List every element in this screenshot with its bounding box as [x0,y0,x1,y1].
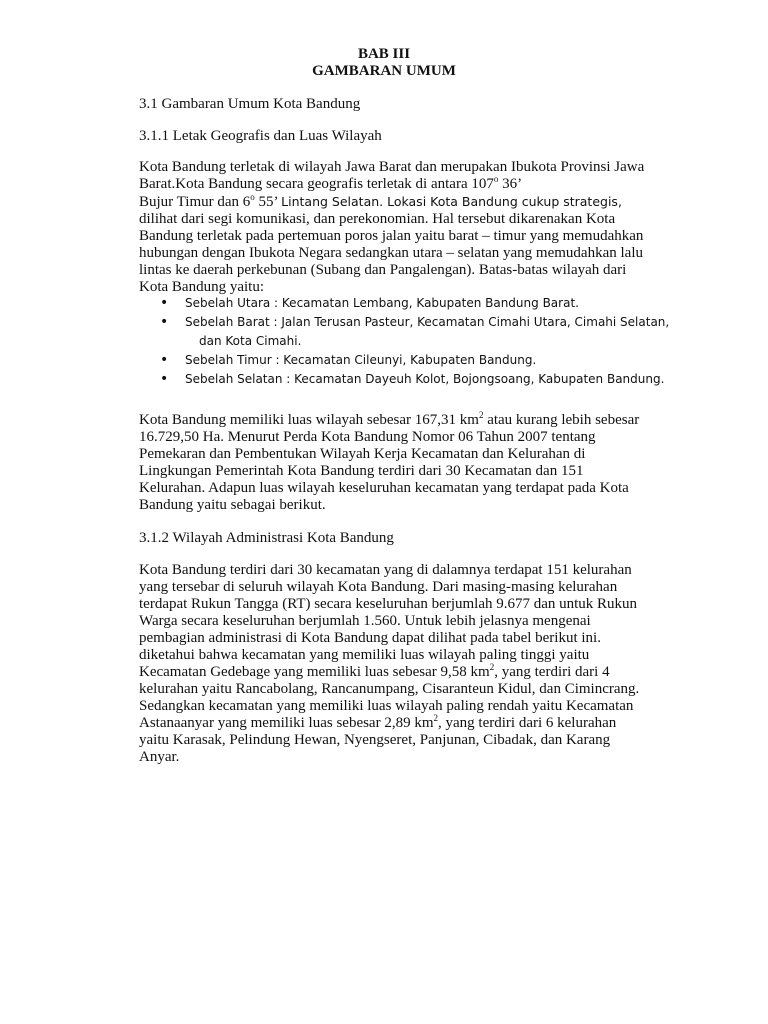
text-segment: 55’ [254,194,282,210]
text-line: pembagian administrasi di Kota Bandung dapat dilihat pada tabel berikut ini. [139,630,601,646]
text-line: Sedangkan kecamatan yang memiliki luas wilayah paling rendah yaitu Kecamatan [139,698,634,714]
text-line [139,412,659,429]
text-segment: Lintang Selatan. Lokasi Kota Bandung cukup strategis, [281,194,622,209]
text-line: Bandung yaitu sebagai berikut. [139,497,326,513]
text-line: Kota Bandung terdiri dari 30 kecamatan yang di dalamnya terdapat 151 kelurahan [139,562,632,578]
text-line [139,193,659,211]
boundary-list [160,294,670,389]
text-line: terdapat Rukun Tangga (RT) secara keseluruhan berjumlah 9.677 dan untuk Rukun [139,596,638,612]
text-segment: atau kurang lebih sebesar [483,412,640,428]
text-line: Kelurahan. Adapun luas wilayah keseluruhan kecamatan yang terdapat pada Kota [139,480,629,496]
list-item [160,294,660,313]
chapter-number: BAB III [357,46,411,62]
text-segment: , yang terdiri dari 4 [494,664,610,680]
text-line [139,664,659,681]
text-line: dilihat dari segi komunikasi, dan perekonomian. Hal tersebut dikarenakan Kota [139,211,616,227]
paragraph-area [139,412,659,514]
bullet-icon: • [160,314,169,330]
section-heading-3-1-2: 3.1.2 Wilayah Administrasi Kota Bandung [139,530,394,546]
text-segment: , yang terdiri dari 6 kelurahan [438,715,617,731]
list-item [160,351,660,370]
text-line: Lingkungan Pemerintah Kota Bandung terdiri dari 30 Kecamatan dan 151 [139,463,584,479]
text-line: Bandung terletak pada pertemuan poros jalan yaitu barat – timur yang memudahkan [139,228,644,244]
bullet-icon: • [160,295,169,311]
superscript: 2 [433,713,439,723]
bullet-icon: • [160,352,169,368]
text-segment: Kota Bandung memiliki luas wilayah sebesar 167,31 km [139,412,479,428]
text-line: hubungan dengan Ibukota Negara sedangkan utara – selatan yang memudahkan lalu [139,245,643,261]
text-segment: Barat.Kota Bandung secara geografis terletak di antara 107 [139,176,494,192]
list-item-text: Sebelah Barat : Jalan Terusan Pasteur, Kecamatan Cimahi Utara, Cimahi Selatan, [185,315,670,329]
section-heading-3-1: 3.1 Gambaran Umum Kota Bandung [139,96,361,112]
text-line [139,176,659,193]
bullet-icon: • [160,371,169,387]
list-item [160,313,670,351]
text-line: Kota Bandung terletak di wilayah Jawa Barat dan merupakan Ibukota Provinsi Jawa [139,159,645,175]
section-heading-3-1-1: 3.1.1 Letak Geografis dan Luas Wilayah [139,128,382,144]
list-item-text: Sebelah Selatan : Kecamatan Dayeuh Kolot, Bojongsoang, Kabupaten Bandung. [185,372,665,386]
text-line: Pemekaran dan Pembentukan Wilayah Kerja Kecamatan dan Kelurahan di [139,446,586,462]
text-segment: 36’ [498,176,523,192]
text-line: Kota Bandung yaitu: [139,279,264,295]
superscript: o [493,174,499,184]
text-line: lintas ke daerah perkebunan (Subang dan Pangalengan). Batas-batas wilayah dari [139,262,627,278]
text-line [139,715,659,732]
text-segment: Astanaanyar yang memiliki luas sebesar 2,89 km [139,715,434,731]
text-line: 16.729,50 Ha. Menurut Perda Kota Bandung Nomor 06 Tahun 2007 tentang [139,429,596,445]
chapter-title: GAMBARAN UMUM [312,63,456,79]
superscript: o [250,192,255,202]
superscript: 2 [478,410,484,420]
text-line: Anyar. [139,749,180,765]
list-item [160,370,665,389]
text-line: Warga secara keseluruhan berjumlah 1.560. Untuk lebih jelasnya mengenai [139,613,591,629]
text-segment: Bujur Timur dan 6 [139,194,251,210]
list-item-text: Sebelah Utara : Kecamatan Lembang, Kabupaten Bandung Barat. [185,296,579,310]
paragraph-administration [139,562,659,766]
text-segment: Kecamatan Gedebage yang memiliki luas sebesar 9,58 km [139,664,490,680]
superscript: 2 [489,662,495,672]
paragraph-geography [139,159,659,296]
text-line: yaitu Karasak, Pelindung Hewan, Nyengseret, Panjunan, Cibadak, dan Karang [139,732,611,748]
text-line: yang tersebar di seluruh wilayah Kota Bandung. Dari masing-masing kelurahan [139,579,618,595]
list-item-text: Sebelah Timur : Kecamatan Cileunyi, Kabupaten Bandung. [185,353,537,367]
list-item-continuation: dan Kota Cimahi. [199,334,302,348]
text-line: diketahui bahwa kecamatan yang memiliki luas wilayah paling tinggi yaitu [139,647,590,663]
text-line: kelurahan yaitu Rancabolang, Rancanumpang, Cisaranteun Kidul, dan Cimincrang. [139,681,640,697]
